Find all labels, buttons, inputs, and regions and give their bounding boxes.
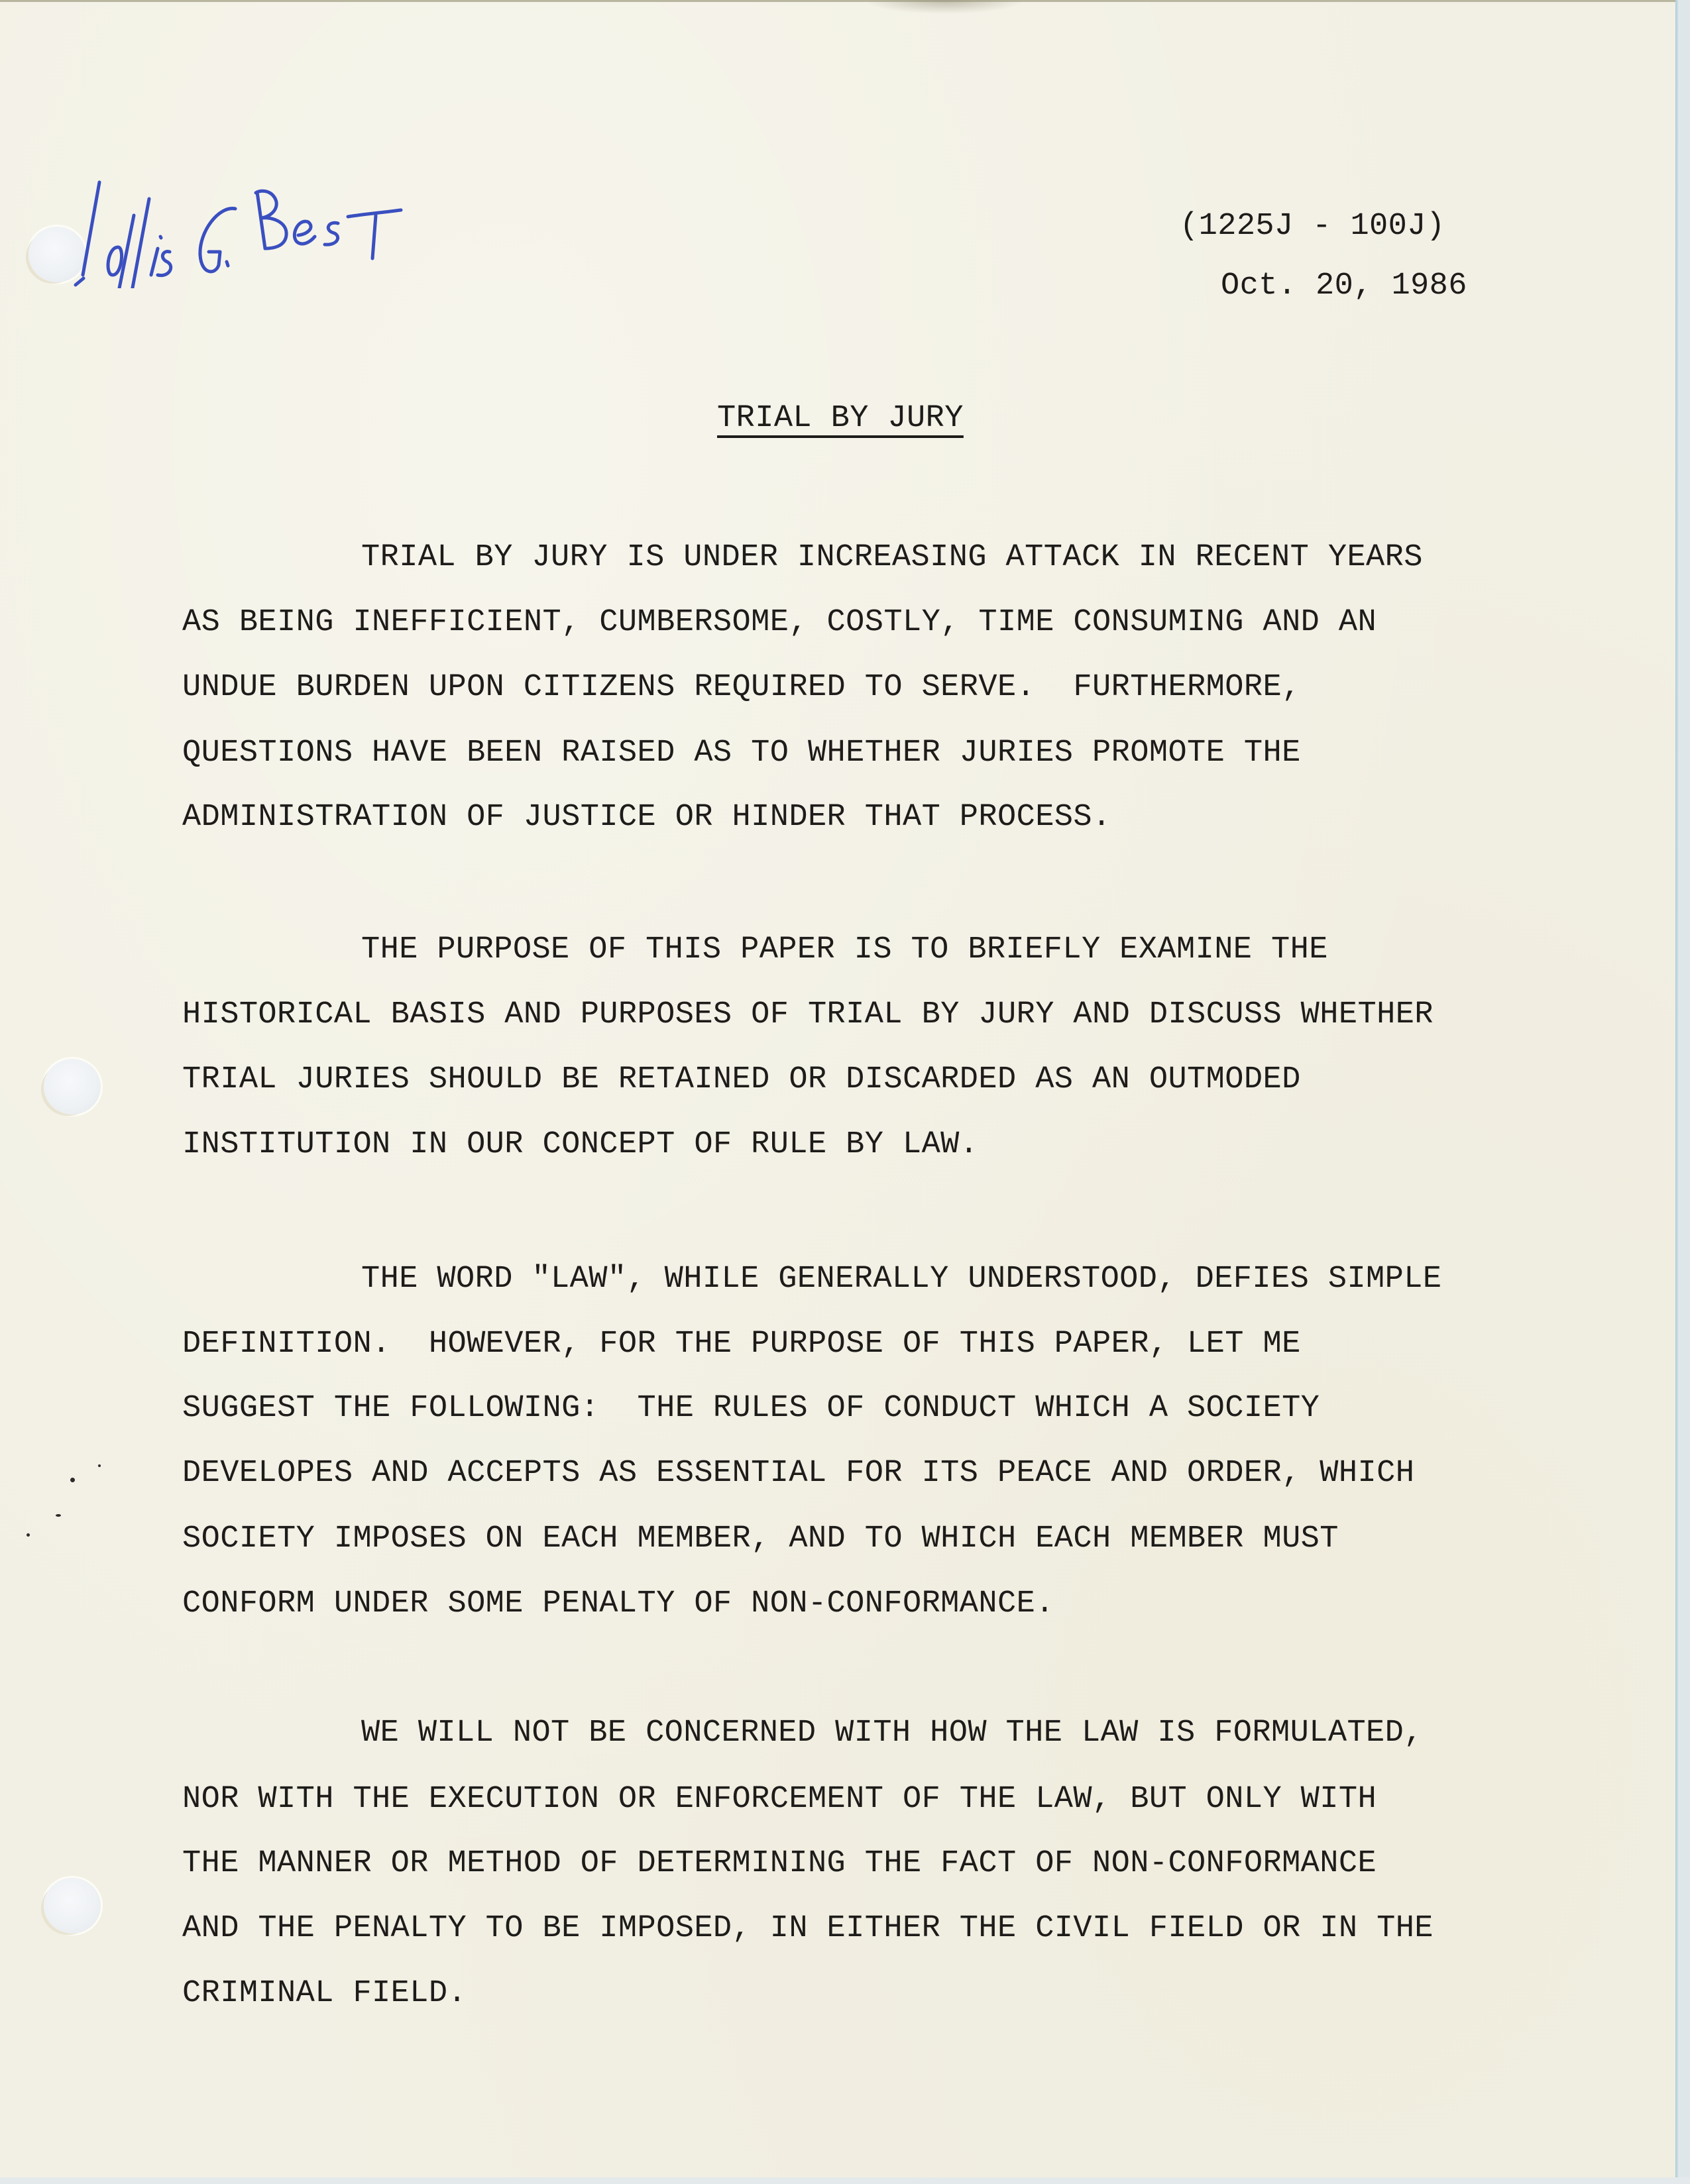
paragraph-line: CRIMINAL FIELD. [182,1976,467,2011]
paragraph-line: NOR WITH THE EXECUTION OR ENFORCEMENT OF THE LAW, BUT ONLY WITH [182,1782,1377,1817]
paragraph-line: THE PURPOSE OF THIS PAPER IS TO BRIEFLY EXAMINE THE [361,932,1328,967]
document-date: Oct. 20, 1986 [1221,268,1467,303]
paragraph-line: DEFINITION. HOWEVER, FOR THE PURPOSE OF THIS PAPER, LET ME [182,1327,1301,1362]
page-right-edge [1675,0,1679,2184]
paragraph-line: INSTITUTION IN OUR CONCEPT OF RULE BY LAW. [182,1127,979,1162]
paragraph-line: CONFORM UNDER SOME PENALTY OF NON-CONFORMANCE. [182,1586,1054,1621]
punch-hole-middle [44,1059,101,1115]
paragraph-line: THE WORD "LAW", WHILE GENERALLY UNDERSTOOD, DEFIES SIMPLE [361,1262,1442,1297]
ink-speck [98,1464,101,1467]
signature-drawing [46,169,590,288]
paragraph-line: WE WILL NOT BE CONCERNED WITH HOW THE LAW IS FORMULATED, [361,1716,1423,1751]
ink-speck [70,1478,75,1482]
paragraph-line: ADMINISTRATION OF JUSTICE OR HINDER THAT PROCESS. [182,800,1111,835]
paragraph-line: AND THE PENALTY TO BE IMPOSED, IN EITHER THE CIVIL FIELD OR IN THE [182,1911,1434,1946]
page-top-edge [0,0,1675,2]
paragraph-line: UNDUE BURDEN UPON CITIZENS REQUIRED TO SERVE. FURTHERMORE, [182,670,1301,705]
page-bottom-edge [0,2177,1690,2184]
clip-shadow [868,0,1021,13]
ink-speck [56,1514,61,1517]
paragraph-line: TRIAL JURIES SHOULD BE RETAINED OR DISCARDED AS AN OUTMODED [182,1062,1301,1097]
paragraph-line: HISTORICAL BASIS AND PURPOSES OF TRIAL BY JURY AND DISCUSS WHETHER [182,997,1434,1032]
paragraph-line: QUESTIONS HAVE BEEN RAISED AS TO WHETHER JURIES PROMOTE THE [182,736,1301,771]
paragraph-line: TRIAL BY JURY IS UNDER INCREASING ATTACK IN RECENT YEARS [361,540,1423,575]
document-title: TRIAL BY JURY [717,401,964,436]
handwritten-signature [46,169,590,288]
paragraph-line: AS BEING INEFFICIENT, CUMBERSOME, COSTLY, TIME CONSUMING AND AN [182,605,1377,640]
paragraph-line: THE MANNER OR METHOD OF DETERMINING THE FACT OF NON-CONFORMANCE [182,1846,1377,1881]
punch-hole-bottom [44,1878,101,1934]
paragraph-line: SOCIETY IMPOSES ON EACH MEMBER, AND TO WHICH EACH MEMBER MUST [182,1521,1339,1556]
paragraph-line: SUGGEST THE FOLLOWING: THE RULES OF CONDUCT WHICH A SOCIETY [182,1391,1320,1426]
reference-code: (1225J - 100J) [1180,209,1445,244]
paragraph-line: DEVELOPES AND ACCEPTS AS ESSENTIAL FOR ITS PEACE AND ORDER, WHICH [182,1456,1415,1491]
ink-speck [27,1533,30,1537]
